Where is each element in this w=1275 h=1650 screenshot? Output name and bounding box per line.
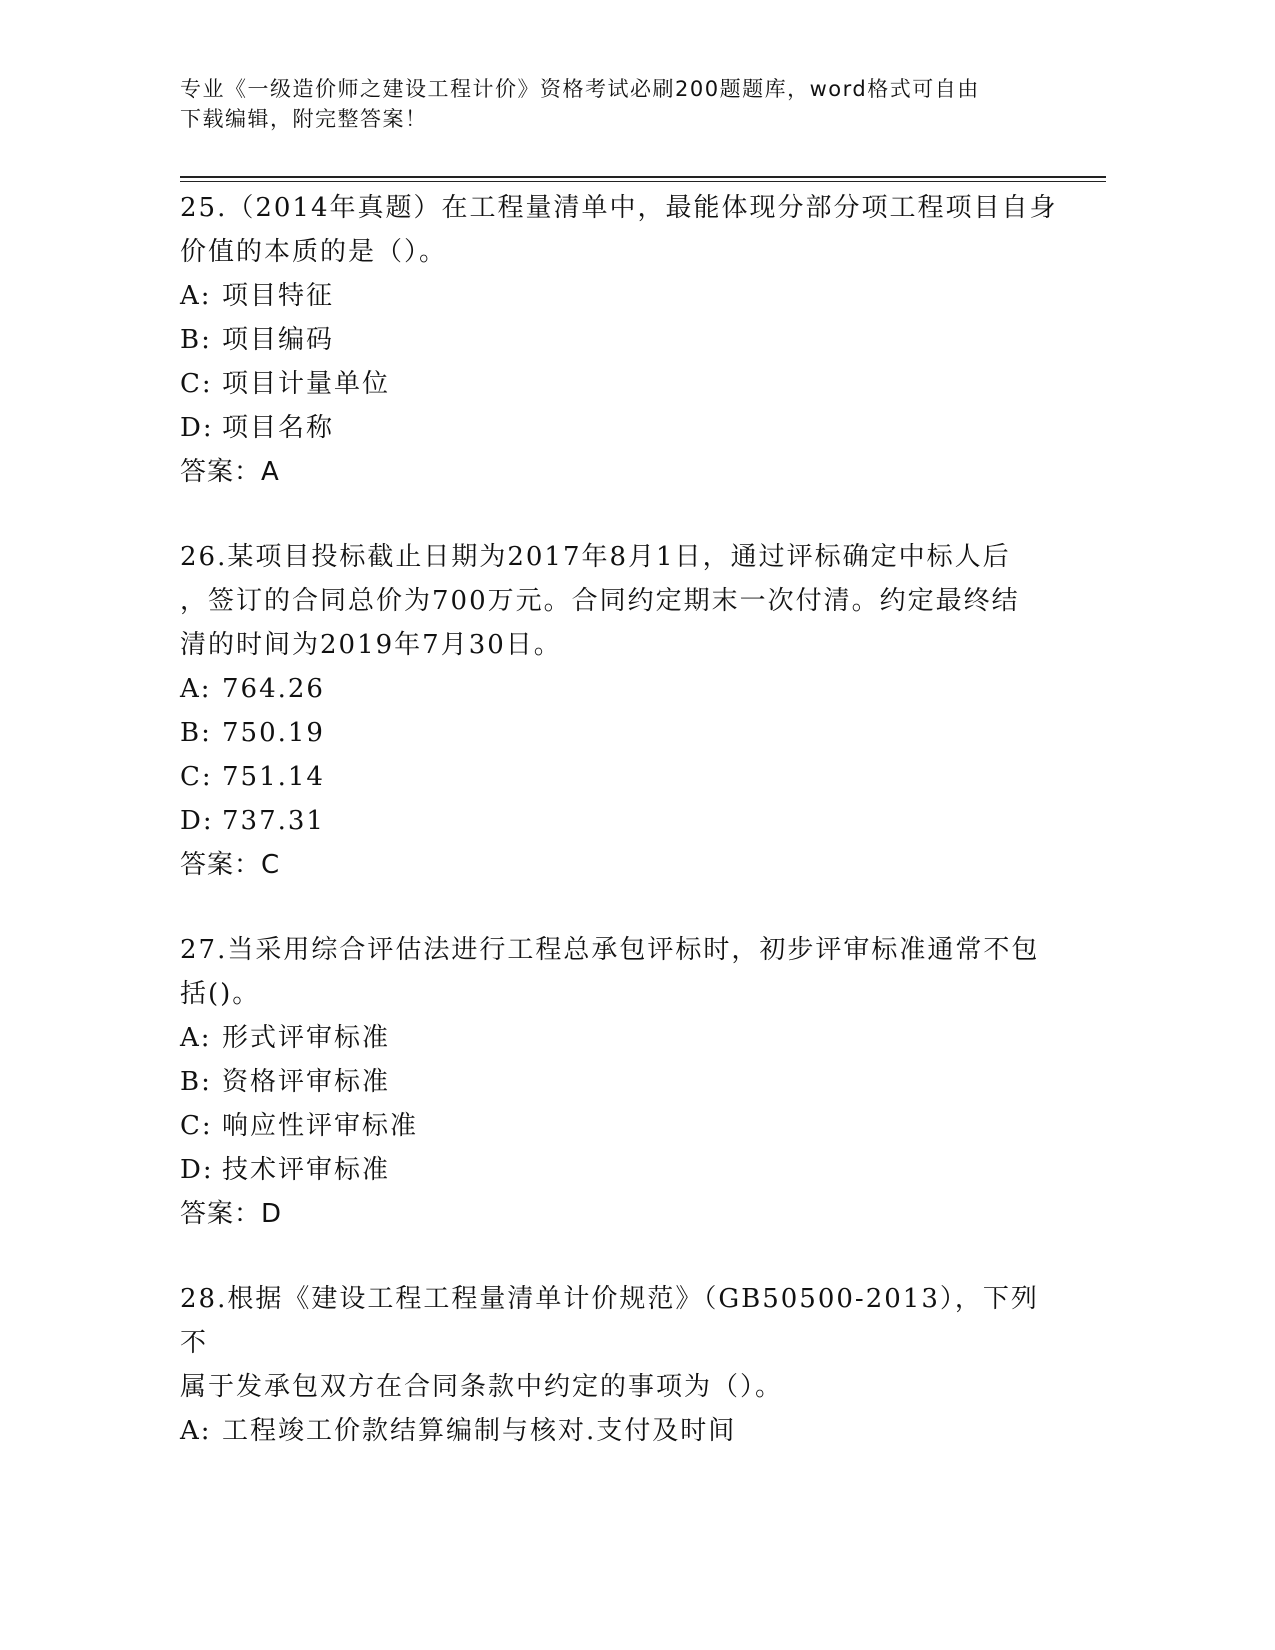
option-b [180,1060,1060,1104]
option-letter: D: [180,806,214,836]
question-26 [180,535,1060,887]
stem-line: 26.某项目投标截止日期为2017年8月1日，通过评标确定中标人后 [180,542,1011,572]
stem-line: 25.（2014年真题）在工程量清单中，最能体现分部分项工程项目自身 [180,193,1058,223]
option-letter: B: [180,1067,212,1097]
option-a [180,667,1060,711]
answer-line: 答案：C [180,850,281,880]
option-a [180,1016,1060,1060]
option-text: 工程竣工价款结算编制与核对.支付及时间 [222,1416,737,1446]
page-header [180,74,1040,134]
option-text: 形式评审标准 [222,1023,391,1053]
option-text: 资格评审标准 [222,1067,391,1097]
option-d [180,799,1060,843]
option-letter: B: [180,718,212,748]
stem-line: 价值的本质的是（）。 [180,237,448,267]
option-text: 751.14 [222,762,325,792]
option-a [180,1409,1060,1453]
stem-line: 清的时间为2019年7月30日。 [180,630,562,660]
stem-line: 括()。 [180,979,261,1009]
option-letter: C: [180,1111,213,1141]
option-letter: C: [180,762,213,792]
option-text: 技术评审标准 [222,1155,391,1185]
option-letter: B: [180,325,212,355]
option-text: 项目编码 [222,325,335,355]
option-b [180,711,1060,755]
question-list [180,186,1060,1494]
option-text: 764.26 [222,674,325,704]
option-letter: A: [180,1023,212,1053]
option-letter: A: [180,1416,212,1446]
option-d [180,1148,1060,1192]
option-c [180,1104,1060,1148]
option-letter: D: [180,1155,214,1185]
header-line-1: 专业《一级造价师之建设工程计价》资格考试必刷200题题库，word格式可自由 [180,77,980,101]
option-b [180,318,1060,362]
option-letter: A: [180,281,212,311]
option-c [180,755,1060,799]
option-letter: D: [180,413,214,443]
option-text: 750.19 [222,718,325,748]
answer-line: 答案：A [180,457,280,487]
option-text: 737.31 [222,806,325,836]
option-a [180,274,1060,318]
stem-line: 属于发承包双方在合同条款中约定的事项为（）。 [180,1372,784,1402]
header-divider-thin [180,181,1106,182]
header-line-2: 下载编辑，附完整答案！ [180,107,428,131]
option-c [180,362,1060,406]
option-letter: A: [180,674,212,704]
option-letter: C: [180,369,213,399]
option-text: 项目特征 [222,281,335,311]
answer-line: 答案：D [180,1199,283,1229]
question-stem [180,1277,1060,1409]
option-text: 项目计量单位 [222,369,391,399]
option-text: 项目名称 [222,413,335,443]
stem-line: 28.根据《建设工程工程量清单计价规范》（GB50500-2013），下列不 [180,1284,1039,1358]
question-stem [180,928,1060,1016]
option-text: 响应性评审标准 [222,1111,419,1141]
question-stem [180,535,1060,667]
option-d [180,406,1060,450]
question-25 [180,186,1060,494]
stem-line: 27.当采用综合评估法进行工程总承包评标时，初步评审标准通常不包 [180,935,1040,965]
header-divider-thick [180,176,1106,178]
stem-line: ，签订的合同总价为700万元。合同约定期末一次付清。约定最终结 [180,586,1020,616]
question-27 [180,928,1060,1236]
question-stem [180,186,1060,274]
question-28 [180,1277,1060,1453]
